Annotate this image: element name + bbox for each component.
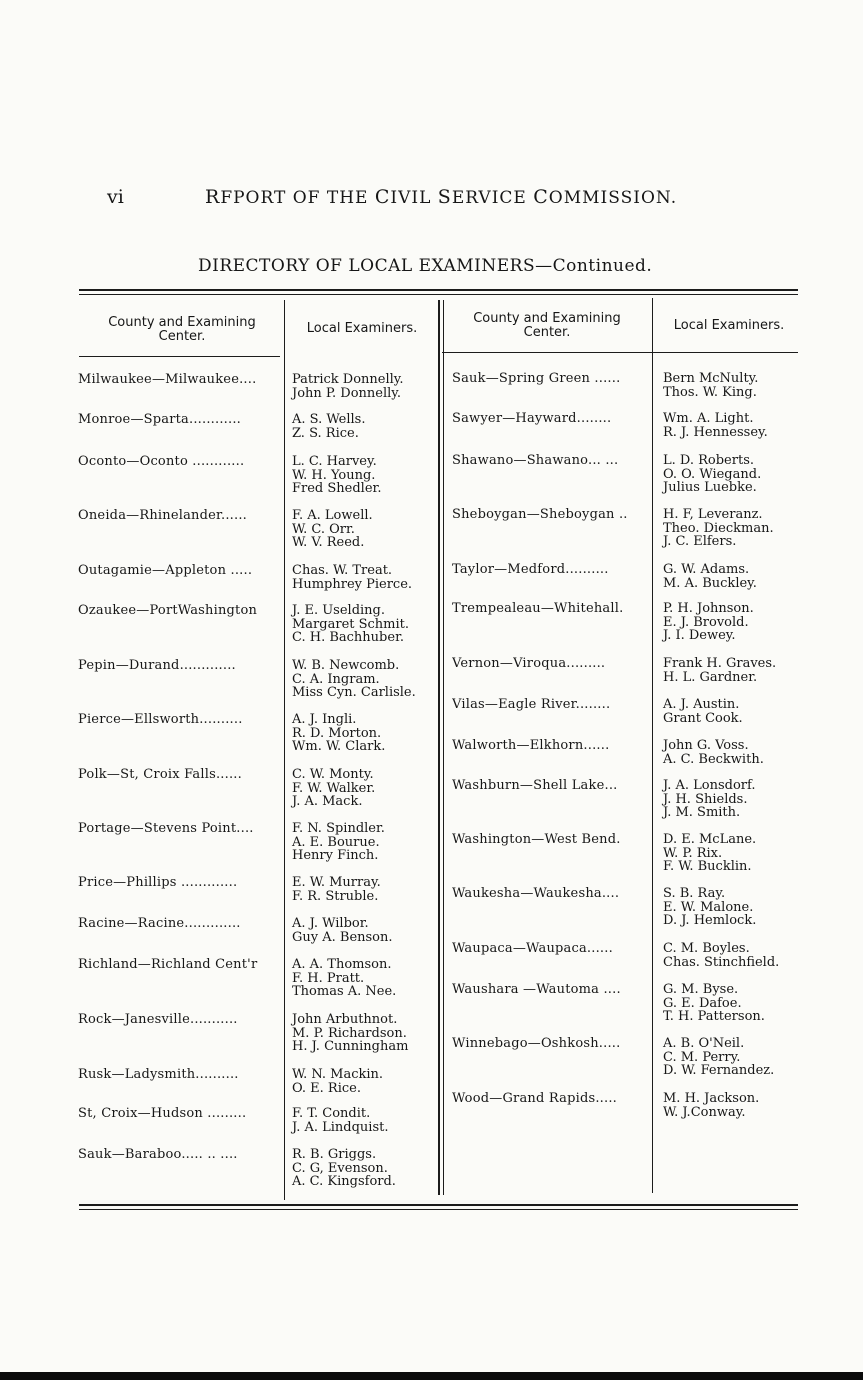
examining-center: Sauk—Spring Green ...... <box>452 372 621 386</box>
running-head-part: S <box>437 186 452 208</box>
examiner-name: R. J. Hennessey. <box>663 424 768 440</box>
local-examiners-list <box>663 1037 774 1078</box>
examining-center: Monroe—Sparta............ <box>78 413 241 427</box>
table-top-rule-inner <box>79 294 798 295</box>
examiner-name: C. W. Monty. <box>292 767 374 782</box>
examining-center: Sheboygan—Sheboygan .. <box>452 508 628 522</box>
table-row <box>452 453 762 495</box>
table-row <box>452 886 757 928</box>
table-row <box>78 1147 396 1189</box>
table-row <box>78 712 386 754</box>
table-row <box>452 832 757 874</box>
examiner-name: M. H. Jackson. <box>663 1091 760 1106</box>
examiner-name: Z. S. Rice. <box>292 425 359 441</box>
header-line: Local Examiners. <box>306 321 418 336</box>
running-head-part: OMMISSION. <box>548 188 678 208</box>
header-county-center-right <box>444 312 650 340</box>
running-head-part: IVIL <box>390 188 438 208</box>
examiner-name: John Arbuthnot. <box>292 1012 398 1027</box>
examiner-name: J. I. Dewey. <box>663 628 736 643</box>
local-examiners-list <box>292 1068 383 1095</box>
table-row <box>452 1091 760 1120</box>
examiner-name: F. R. Struble. <box>292 888 379 904</box>
examiner-name: M. P. Richardson. <box>292 1025 407 1041</box>
examiner-name: L. D. Roberts. <box>663 453 754 468</box>
examiner-name: S. B. Ray. <box>663 886 726 901</box>
examiner-name: D. J. Hemlock. <box>663 913 757 928</box>
local-examiners-list <box>663 657 776 684</box>
table-row <box>452 1036 775 1078</box>
local-examiners-list <box>292 1148 396 1189</box>
examiner-name: John G. Voss. <box>663 738 749 753</box>
examiner-name: A. B. O'Neil. <box>663 1036 745 1051</box>
local-examiners-list <box>663 454 761 495</box>
examining-center: Pierce—Ellsworth.......... <box>78 713 243 727</box>
examiner-name: W. N. Mackin. <box>292 1067 384 1082</box>
local-examiners-list <box>292 1107 388 1134</box>
local-examiners-list <box>663 942 779 969</box>
examiner-name: H. L. Gardner. <box>663 669 758 685</box>
examining-center: Richland—Richland Cent'r <box>78 958 258 972</box>
local-examiners-list <box>292 604 409 645</box>
examining-center: Taylor—Medford.......... <box>452 563 609 577</box>
examiner-name: Chas. W. Treat. <box>292 563 393 578</box>
examining-center: Waushara —Wautoma .... <box>452 983 621 997</box>
examining-center: Oconto—Oconto ............ <box>78 455 245 469</box>
header-line: Local Examiners. <box>673 318 785 333</box>
examining-center: Wood—Grand Rapids..... <box>452 1092 618 1106</box>
local-examiners-list <box>292 822 385 863</box>
examiner-name: F. W. Bucklin. <box>663 859 752 874</box>
running-head-part: C <box>533 186 549 208</box>
examiner-name: E. J. Brovold. <box>663 614 749 630</box>
examiner-name: Bern McNulty. <box>663 371 759 386</box>
examiner-name: J. A. Lonsdorf. <box>663 778 756 793</box>
examining-center: Oneida—Rhinelander...... <box>78 509 248 523</box>
examining-center: Ozaukee—PortWashington <box>78 604 258 618</box>
examiner-name: J. E. Uselding. <box>292 603 386 618</box>
column-divider-1 <box>284 300 285 1200</box>
header-line: Center. <box>523 325 571 340</box>
table-row <box>78 658 416 700</box>
examining-center: Portage—Stevens Point.... <box>78 822 254 836</box>
running-head <box>205 186 677 208</box>
examiner-name: J. A. Mack. <box>292 794 363 809</box>
local-examiners-list <box>292 958 396 999</box>
examiner-name: J. A. Lindquist. <box>292 1119 389 1135</box>
examiner-name: G. M. Byse. <box>663 982 739 997</box>
local-examiners-list <box>663 983 765 1024</box>
local-examiners-list <box>292 659 416 700</box>
examiner-name: C. M. Perry. <box>663 1049 741 1065</box>
table-bottom-rule <box>79 1204 798 1206</box>
header-local-examiners-right <box>654 319 804 333</box>
examiner-name: A. J. Wilbor. <box>292 916 369 931</box>
table-top-rule <box>79 289 798 291</box>
running-head-part: C <box>374 186 391 208</box>
table-row <box>78 603 410 645</box>
examining-center: Washburn—Shell Lake... <box>452 779 618 793</box>
examiner-name: O. O. Wiegand. <box>663 466 762 482</box>
table-bottom-rule-inner <box>79 1209 798 1210</box>
table-row <box>78 508 373 550</box>
running-head-part: FPORT OF THE <box>220 188 375 208</box>
examining-center: Walworth—Elkhorn...... <box>452 739 610 753</box>
local-examiners-list <box>663 833 756 874</box>
table-row <box>452 697 743 726</box>
examining-center: Waupaca—Waupaca...... <box>452 942 613 956</box>
local-examiners-list <box>663 739 764 766</box>
examiner-name: Guy A. Benson. <box>292 929 393 945</box>
examiner-name: A. J. Austin. <box>663 697 740 712</box>
examining-center: Shawano—Shawano... ... <box>452 454 619 468</box>
local-examiners-list <box>663 602 754 643</box>
examiner-name: Thomas A. Nee. <box>292 984 397 999</box>
table-row <box>452 982 765 1024</box>
examiner-name: F. N. Spindler. <box>292 821 385 836</box>
examiner-name: W. C. Orr. <box>292 521 355 537</box>
header-line: County and Examining <box>473 311 621 326</box>
local-examiners-list <box>292 713 385 754</box>
examiner-name: C. H. Bachhuber. <box>292 630 404 645</box>
examiner-name: Grant Cook. <box>663 710 743 726</box>
local-examiners-list <box>292 768 375 809</box>
examiner-name: Miss Cyn. Carlisle. <box>292 685 416 700</box>
header-county-center-left <box>80 316 284 344</box>
examining-center: St, Croix—Hudson ......... <box>78 1107 247 1121</box>
examiner-name: C. A. Ingram. <box>292 671 380 687</box>
local-examiners-list <box>663 563 757 590</box>
examiner-name: A. J. Ingli. <box>292 712 357 727</box>
examiner-name: Frank H. Graves. <box>663 656 777 671</box>
examiner-name: F. W. Walker. <box>292 780 376 796</box>
column-divider-2b <box>443 300 444 1195</box>
table-row <box>78 563 413 592</box>
examiner-name: Patrick Donnelly. <box>292 372 404 387</box>
local-examiners-list <box>663 887 756 928</box>
header-line: County and Examining <box>108 315 256 330</box>
examiner-name: R. B. Griggs. <box>292 1147 377 1162</box>
examiner-name: A. C. Kingsford. <box>292 1174 396 1189</box>
examiner-name: Margaret Schmit. <box>292 616 410 632</box>
examiner-name: Humphrey Pierce. <box>292 576 413 592</box>
examiner-name: Thos. W. King. <box>663 384 757 400</box>
examiner-name: A. E. Bourue. <box>292 834 380 850</box>
examining-center: Vernon—Viroqua......... <box>452 657 606 671</box>
examiner-name: D. E. McLane. <box>663 832 757 847</box>
examiner-name: W. V. Reed. <box>292 535 365 550</box>
local-examiners-list <box>663 779 755 820</box>
table-row <box>78 454 382 496</box>
header-local-examiners-left <box>287 322 437 336</box>
table-row <box>452 941 780 970</box>
examiner-name: C. M. Boyles. <box>663 941 750 956</box>
examiner-name: L. C. Harvey. <box>292 454 377 469</box>
examiner-name: F. A. Lowell. <box>292 508 373 523</box>
examiner-name: John P. Donnelly. <box>292 385 402 401</box>
column-divider-2 <box>438 300 440 1195</box>
examiner-name: M. A. Buckley. <box>663 575 757 591</box>
local-examiners-list <box>292 564 412 591</box>
table-row <box>78 1106 389 1135</box>
examiner-name: W. B. Newcomb. <box>292 658 400 673</box>
examining-center: Sauk—Baraboo..... .. .... <box>78 1148 238 1162</box>
table-row <box>78 875 381 904</box>
column-divider-3 <box>652 298 653 1193</box>
local-examiners-list <box>292 1013 408 1054</box>
examining-center: Sawyer—Hayward........ <box>452 412 612 426</box>
examining-center: Rock—Janesville........... <box>78 1013 238 1027</box>
examiner-name: R. D. Morton. <box>292 725 382 741</box>
local-examiners-list <box>292 876 381 903</box>
examiner-name: Wm. A. Light. <box>663 411 754 426</box>
examiner-name: G. W. Adams. <box>663 562 750 577</box>
table-row <box>452 507 774 549</box>
table-row <box>78 957 397 999</box>
examining-center: Outagamie—Appleton ..... <box>78 564 253 578</box>
examining-center: Washington—West Bend. <box>452 833 621 847</box>
local-examiners-list <box>663 1092 759 1119</box>
table-row <box>452 371 759 400</box>
local-examiners-list <box>292 917 393 944</box>
examiner-name: P. H. Johnson. <box>663 601 754 616</box>
examiner-name: T. H. Patterson. <box>663 1009 765 1024</box>
examining-center: Vilas—Eagle River........ <box>452 698 611 712</box>
examiner-name: Julius Luebke. <box>663 480 757 495</box>
local-examiners-list <box>292 509 373 550</box>
bottom-edge <box>0 1372 863 1380</box>
table-row <box>452 601 754 643</box>
local-examiners-list <box>292 455 381 496</box>
examining-center: Polk—St, Croix Falls...... <box>78 768 242 782</box>
table-row <box>78 767 376 809</box>
examiner-name: A. A. Thomson. <box>292 957 392 972</box>
examiner-name: A. S. Wells. <box>292 412 366 427</box>
examiner-name: C. G, Evenson. <box>292 1160 388 1176</box>
examiner-name: W. P. Rix. <box>663 845 723 861</box>
examiner-name: Chas. Stinchfield. <box>663 954 780 970</box>
header-line: Center. <box>158 329 206 344</box>
table-row <box>452 738 764 767</box>
local-examiners-list <box>663 412 768 439</box>
examiner-name: E. W. Murray. <box>292 875 381 890</box>
examiner-name: A. C. Beckwith. <box>663 751 764 767</box>
examiner-name: Wm. W. Clark. <box>292 739 386 754</box>
examining-center: Winnebago—Oshkosh..... <box>452 1037 621 1051</box>
examiner-name: J. H. Shields. <box>663 791 748 807</box>
examiner-name: H. J. Cunningham <box>292 1039 409 1054</box>
examiner-name: O. E. Rice. <box>292 1080 361 1096</box>
examiner-name: H. F, Leveranz. <box>663 507 763 522</box>
header-rule-left <box>79 356 280 357</box>
local-examiners-list <box>663 372 758 399</box>
examining-center: Racine—Racine............. <box>78 917 241 931</box>
examining-center: Pepin—Durand............. <box>78 659 236 673</box>
examiner-name: J. C. Elfers. <box>663 534 737 549</box>
examiner-name: Theo. Dieckman. <box>663 520 774 536</box>
table-row <box>452 562 757 591</box>
table-row <box>78 372 404 401</box>
examiner-name: F. T. Condit. <box>292 1106 371 1121</box>
examiner-name: D. W. Fernandez. <box>663 1063 775 1078</box>
local-examiners-list <box>663 698 743 725</box>
examining-center: Waukesha—Waukesha.... <box>452 887 620 901</box>
examiner-name: W. J.Conway. <box>663 1104 746 1120</box>
examiner-name: J. M. Smith. <box>663 805 741 820</box>
examiner-name: Fred Shedler. <box>292 481 382 496</box>
local-examiners-list <box>292 373 404 400</box>
table-row <box>452 411 768 440</box>
header-rule-right <box>442 352 798 353</box>
local-examiners-list <box>663 508 774 549</box>
section-title: DIRECTORY OF LOCAL EXAMINERS—Continued. <box>198 256 653 276</box>
table-row <box>452 778 756 820</box>
examiner-name: G. E. Dafoe. <box>663 995 742 1011</box>
local-examiners-list <box>292 413 365 440</box>
table-row <box>78 1067 384 1096</box>
table-row <box>78 821 385 863</box>
table-row <box>452 656 777 685</box>
examining-center: Trempealeau—Whitehall. <box>452 602 624 616</box>
table-row <box>78 412 366 441</box>
examining-center: Price—Phillips ............. <box>78 876 238 890</box>
examiner-name: Henry Finch. <box>292 848 379 863</box>
page-number: vi <box>107 186 124 208</box>
examining-center: Rusk—Ladysmith.......... <box>78 1068 239 1082</box>
table-row <box>78 916 393 945</box>
examiner-name: W. H. Young. <box>292 467 376 483</box>
examining-center: Milwaukee—Milwaukee.... <box>78 373 257 387</box>
examiner-name: E. W. Malone. <box>663 899 754 915</box>
table-row <box>78 1012 409 1054</box>
running-head-part: ERVICE <box>451 188 534 208</box>
running-head-part: R <box>205 186 221 208</box>
examiner-name: F. H. Pratt. <box>292 970 365 986</box>
